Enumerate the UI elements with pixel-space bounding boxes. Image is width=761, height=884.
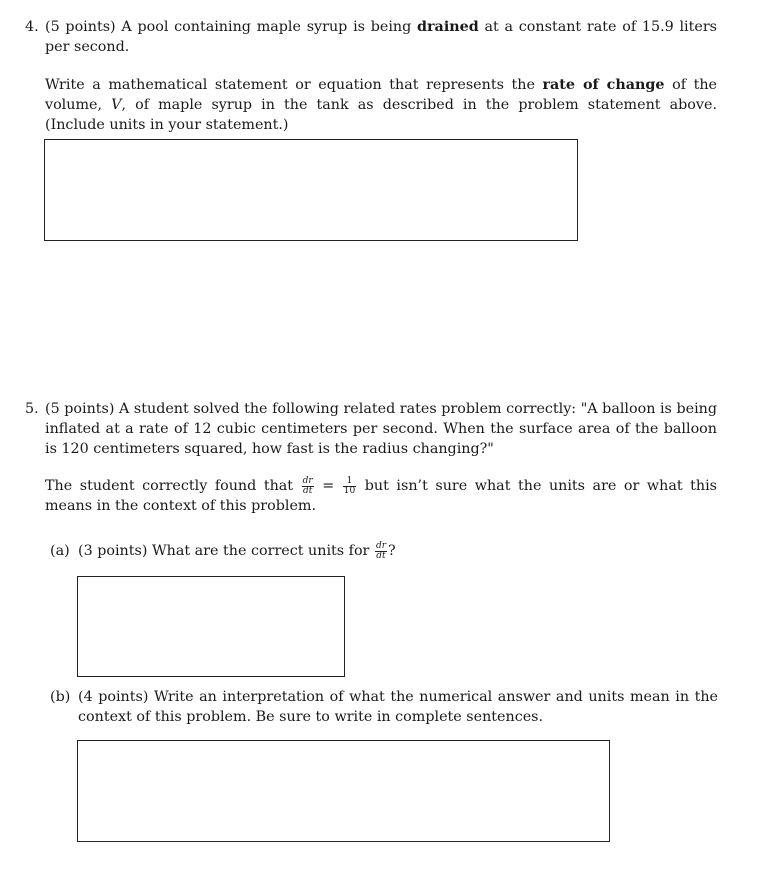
- part-a-answer-box[interactable]: [77, 576, 345, 677]
- part-b-question: (4 points) Write an interpretation of what the numerical answer and units mean in the context of this problem. Be sure to write in complete sentences.: [78, 689, 718, 725]
- one-tenth-fraction: $\frac{1}{10}$: [343, 475, 356, 496]
- q5-number: 5.: [25, 401, 39, 417]
- part-a-label: (a): [50, 543, 70, 559]
- part-a-question: (3 points) What are the correct units for $\frac{dr}{dt}$ ?: [78, 540, 396, 561]
- q5-found-statement: The student correctly found that $\frac{dr}{dt}$ = $\frac{1}{10}$ but isn’t sure what the units are or what this means in the context of this problem.: [45, 475, 718, 514]
- dr-dt-fraction: $\frac{dr}{dt}$: [302, 475, 313, 496]
- q4-number: 4.: [25, 19, 39, 35]
- q4-answer-box[interactable]: [44, 139, 578, 241]
- q4-intro: (5 points) A pool containing maple syrup is being drained at a constant rate of 15.9 liters per second.: [45, 19, 717, 55]
- q4-prompt: Write a mathematical statement or equation that represents the rate of change of the volume, V, of maple syrup in the tank as described in the problem statement above. (Include units in your statement.): [45, 77, 717, 133]
- part-b-label: (b): [50, 689, 71, 705]
- dr-dt-fraction-a: $\frac{dr}{dt}$: [375, 540, 387, 561]
- q5-intro: (5 points) A student solved the following related rates problem correctly: "A balloon is being inflated at a rate of 12 cubic centimeters per second. When the surface area of the balloon is 120 centimeters squared, how fast is the radius changing?": [45, 401, 717, 457]
- part-b-answer-box[interactable]: [77, 740, 610, 842]
